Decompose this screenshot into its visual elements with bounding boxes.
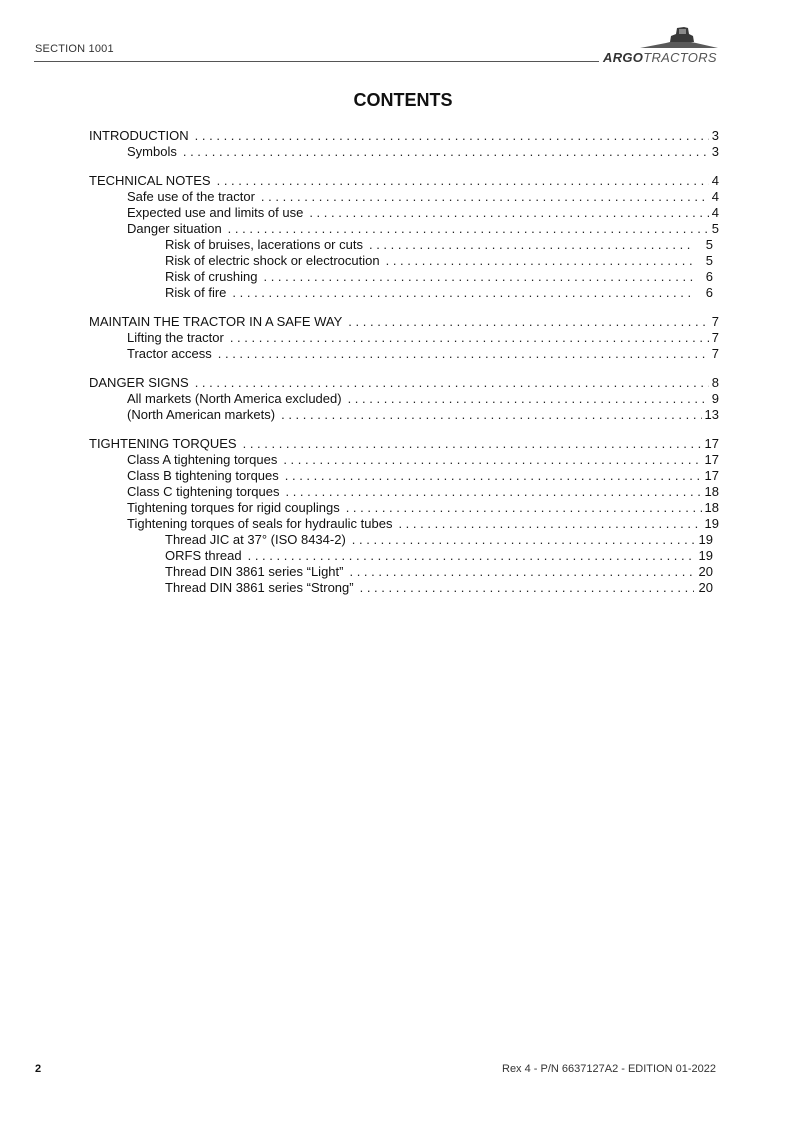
dot-leader — [263, 269, 694, 285]
toc-entry-page: 8 — [711, 375, 719, 390]
toc-entry-page: 17 — [704, 468, 719, 483]
toc-entry[interactable] — [89, 436, 719, 452]
dot-leader — [243, 436, 702, 452]
toc-group — [89, 314, 719, 362]
toc-entry-page: 5 — [711, 221, 719, 236]
toc-entry-page: 5 — [705, 237, 713, 252]
toc-entry-title: Symbols — [127, 144, 177, 159]
toc-entry-page: 6 — [705, 269, 713, 284]
toc-entry-title: ORFS thread — [165, 548, 242, 563]
toc-entry-page: 18 — [704, 484, 719, 499]
dot-leader — [261, 189, 709, 205]
dot-leader — [228, 221, 709, 237]
toc-entry[interactable] — [89, 237, 719, 253]
toc-entry-title: Danger situation — [127, 221, 222, 236]
dot-leader — [281, 407, 701, 423]
page-number: 2 — [35, 1063, 42, 1075]
toc-entry[interactable] — [89, 516, 719, 532]
toc-entry-page: 6 — [705, 285, 713, 300]
dot-leader — [352, 532, 694, 548]
section-label: SECTION 1001 — [35, 43, 114, 55]
toc-group — [89, 375, 719, 423]
toc-entry[interactable] — [89, 500, 719, 516]
toc-entry-page: 3 — [711, 144, 719, 159]
toc-entry[interactable] — [89, 189, 719, 205]
toc-entry-title: Risk of fire — [165, 285, 227, 300]
dot-leader — [217, 173, 709, 189]
dot-leader — [195, 375, 709, 391]
dot-leader — [232, 285, 694, 301]
toc-entry[interactable] — [89, 346, 719, 362]
dot-leader — [285, 484, 701, 500]
toc-entry[interactable] — [89, 484, 719, 500]
toc-entry[interactable] — [89, 532, 719, 548]
toc-entry-page: 4 — [711, 205, 719, 220]
toc-group — [89, 173, 719, 301]
toc-entry[interactable] — [89, 330, 719, 346]
toc-entry[interactable] — [89, 144, 719, 160]
toc-entry[interactable] — [89, 173, 719, 189]
toc-entry-page: 7 — [711, 314, 719, 329]
brand-logo — [600, 24, 720, 66]
toc-entry-title: Risk of bruises, lacerations or cuts — [165, 237, 363, 252]
toc-entry[interactable] — [89, 391, 719, 407]
dot-leader — [248, 548, 694, 564]
toc-entry-title: Risk of crushing — [165, 269, 258, 284]
toc-group — [89, 128, 719, 160]
brand-name: ARGOTRACTORS — [603, 50, 717, 65]
toc-entry-title: Thread JIC at 37° (ISO 8434-2) — [165, 532, 346, 547]
dot-leader — [349, 564, 694, 580]
toc-entry-title: TECHNICAL NOTES — [89, 173, 211, 188]
toc-entry[interactable] — [89, 468, 719, 484]
toc-entry[interactable] — [89, 407, 719, 423]
toc-entry[interactable] — [89, 269, 719, 285]
toc-entry-title: Thread DIN 3861 series “Light” — [165, 564, 344, 579]
dot-leader — [369, 237, 694, 253]
toc-entry[interactable] — [89, 285, 719, 301]
toc-entry-title: Class A tightening torques — [127, 452, 278, 467]
toc-entry[interactable] — [89, 205, 719, 221]
toc-entry-page: 19 — [704, 516, 719, 531]
toc-entry-title: Tightening torques of seals for hydraulic tubes — [127, 516, 393, 531]
dot-leader — [386, 253, 694, 269]
toc-entry-page: 19 — [698, 532, 713, 547]
tractor-silhouette-icon — [640, 24, 718, 50]
toc-entry-page: 17 — [704, 436, 719, 451]
toc-entry-page: 4 — [711, 189, 719, 204]
toc-entry[interactable] — [89, 375, 719, 391]
dot-leader — [285, 468, 702, 484]
dot-leader — [283, 452, 701, 468]
toc-entry-title: Risk of electric shock or electrocution — [165, 253, 380, 268]
dot-leader — [398, 516, 701, 532]
toc-entry-title: Tightening torques for rigid couplings — [127, 500, 340, 515]
dot-leader — [309, 205, 708, 221]
edition-info: Rex 4 - P/N 6637127A2 - EDITION 01-2022 — [502, 1063, 716, 1075]
toc-entry[interactable] — [89, 580, 719, 596]
toc-entry-title: Thread DIN 3861 series “Strong” — [165, 580, 354, 595]
header-divider — [34, 61, 599, 62]
toc-entry-title: Safe use of the tractor — [127, 189, 255, 204]
dot-leader — [195, 128, 709, 144]
toc-entry-title: TIGHTENING TORQUES — [89, 436, 237, 451]
toc-entry[interactable] — [89, 452, 719, 468]
toc-entry-title: Lifting the tractor — [127, 330, 224, 345]
toc-entry[interactable] — [89, 548, 719, 564]
toc-entry-title: Expected use and limits of use — [127, 205, 304, 220]
toc-entry[interactable] — [89, 128, 719, 144]
dot-leader — [230, 330, 709, 346]
toc-entry-page: 17 — [704, 452, 719, 467]
toc-entry-title: Class B tightening torques — [127, 468, 279, 483]
page-title: CONTENTS — [353, 90, 453, 110]
toc-entry-title: All markets (North America excluded) — [127, 391, 342, 406]
toc-entry-page: 20 — [698, 580, 713, 595]
toc-entry-page: 19 — [698, 548, 713, 563]
toc-entry-page: 5 — [705, 253, 713, 268]
toc-entry-title: (North American markets) — [127, 407, 276, 422]
toc-entry-page: 20 — [698, 564, 713, 579]
toc-entry-page: 13 — [704, 407, 719, 422]
toc-entry-title: INTRODUCTION — [89, 128, 189, 143]
toc-group — [89, 436, 719, 596]
toc-entry-title: DANGER SIGNS — [89, 375, 189, 390]
toc-entry[interactable] — [89, 314, 719, 330]
dot-leader — [218, 346, 709, 362]
toc-entry-title: Tractor access — [127, 346, 212, 361]
dot-leader — [348, 391, 709, 407]
toc-entry-page: 9 — [711, 391, 719, 406]
toc-entry[interactable] — [89, 564, 719, 580]
table-of-contents — [89, 128, 719, 609]
toc-entry-page: 7 — [711, 346, 719, 361]
toc-entry-page: 3 — [711, 128, 719, 143]
toc-entry-title: MAINTAIN THE TRACTOR IN A SAFE WAY — [89, 314, 343, 329]
toc-entry[interactable] — [89, 253, 719, 269]
toc-entry-title: Class C tightening torques — [127, 484, 280, 499]
dot-leader — [360, 580, 694, 596]
toc-entry-page: 18 — [704, 500, 719, 515]
toc-entry[interactable] — [89, 221, 719, 237]
toc-entry-page: 4 — [711, 173, 719, 188]
toc-entry-page: 7 — [711, 330, 719, 345]
dot-leader — [348, 314, 708, 330]
dot-leader — [346, 500, 702, 516]
dot-leader — [183, 144, 709, 160]
